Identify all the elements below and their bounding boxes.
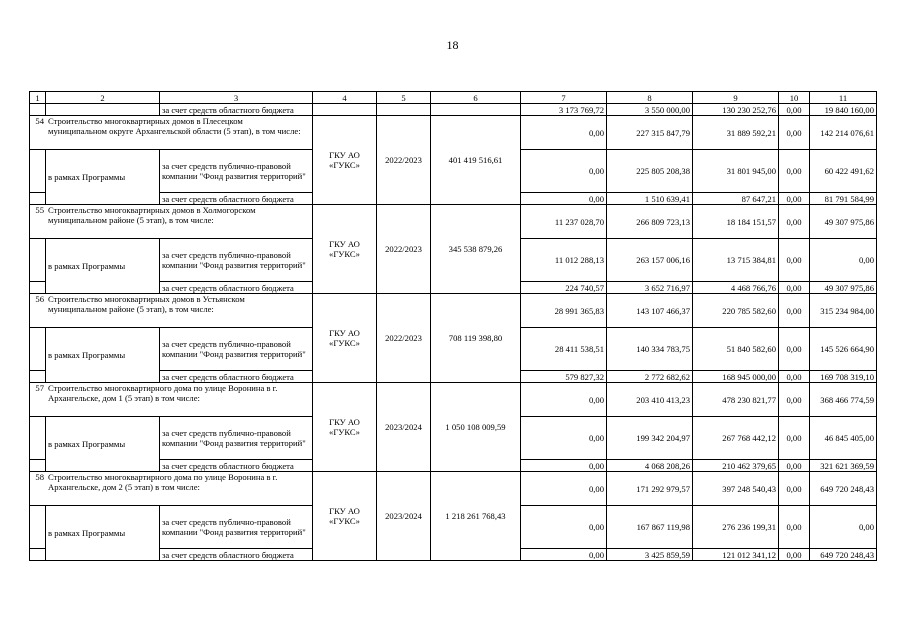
fund-value-cell: 0,00 [779,417,810,460]
total-value-cell: 0,00 [521,472,607,506]
header-cell: 9 [693,92,779,104]
total-value-cell: 0,00 [779,116,810,150]
total-value-cell: 0,00 [779,205,810,239]
budget-value-cell: 0,00 [521,460,607,472]
budget-value-cell: 579 827,32 [521,371,607,383]
fund-value-cell: 13 715 384,81 [693,239,779,282]
budget-value-cell: 169 708 319,10 [810,371,877,383]
budget-value-cell: 121 012 341,12 [693,549,779,561]
project-title-cell [30,383,313,417]
budget-source-label: за счет средств областного бюджета [160,549,313,561]
project-title: Строительство многоквартирных домов в Плесецком муниципальном округе Архангельской области (5 этап), в том числе: [48,116,301,136]
value-cell: 3 173 769,72 [521,104,607,116]
row-number: 54 [35,116,44,126]
empty-cell [30,328,46,371]
budget-value-cell: 0,00 [779,371,810,383]
fund-value-cell: 0,00 [779,328,810,371]
cost-cell: 1 218 261 768,43 [431,472,521,561]
table-row [30,205,877,239]
empty-cell [313,104,377,116]
header-cell: 2 [46,92,160,104]
period-cell: 2022/2023 [377,294,431,383]
total-value-cell: 18 184 151,57 [693,205,779,239]
budget-value-cell: 4 068 208,26 [607,460,693,472]
fund-source-label: за счет средств публично-правовой компании "Фонд развития территорий" [160,417,313,460]
budget-value-cell: 1 510 639,41 [607,193,693,205]
total-value-cell: 142 214 076,61 [810,116,877,150]
period-cell: 2022/2023 [377,116,431,205]
header-cell: 5 [377,92,431,104]
header-cell: 6 [431,92,521,104]
fund-source-label: за счет средств публично-правовой компании "Фонд развития территорий" [160,150,313,193]
cost-cell: 345 538 879,26 [431,205,521,294]
total-value-cell: 11 237 028,70 [521,205,607,239]
cost-cell: 401 419 516,61 [431,116,521,205]
customer-cell: ГКУ АО «ГУКС» [313,383,377,472]
total-value-cell: 203 410 413,23 [607,383,693,417]
budget-value-cell: 210 462 379,65 [693,460,779,472]
header-cell: 11 [810,92,877,104]
empty-cell [30,506,46,549]
customer-cell: ГКУ АО «ГУКС» [313,205,377,294]
budget-value-cell: 49 307 975,86 [810,282,877,294]
program-label: в рамках Программы [46,328,160,383]
customer-cell: ГКУ АО «ГУКС» [313,116,377,205]
fund-value-cell: 276 236 199,31 [693,506,779,549]
project-title: Строительство многоквартирного дома по улице Воронина в г. Архангельске, дом 2 (5 этап) в том числе: [48,472,278,492]
table-row [30,294,877,328]
fund-value-cell: 267 768 442,12 [693,417,779,460]
fund-source-label: за счет средств публично-правовой компании "Фонд развития территорий" [160,328,313,371]
period-cell: 2023/2024 [377,472,431,561]
total-value-cell: 171 292 979,57 [607,472,693,506]
total-value-cell: 227 315 847,79 [607,116,693,150]
row-number: 55 [35,205,44,215]
empty-cell [377,104,431,116]
fund-value-cell: 0,00 [810,506,877,549]
source-label: за счет средств областного бюджета [160,104,313,116]
empty-cell [30,193,46,205]
fund-value-cell: 140 334 783,75 [607,328,693,371]
fund-value-cell: 263 157 006,16 [607,239,693,282]
fund-value-cell: 167 867 119,98 [607,506,693,549]
budget-value-cell: 0,00 [779,193,810,205]
period-cell: 2022/2023 [377,205,431,294]
period-cell: 2023/2024 [377,383,431,472]
total-value-cell: 315 234 984,00 [810,294,877,328]
customer-cell: ГКУ АО «ГУКС» [313,294,377,383]
fund-value-cell: 31 801 945,00 [693,150,779,193]
program-label: в рамках Программы [46,239,160,294]
fund-value-cell: 0,00 [779,239,810,282]
budget-value-cell: 4 468 766,76 [693,282,779,294]
project-title: Строительство многоквартирных домов в Холмогорском муниципальном районе (5 этап), в том числе: [48,205,256,225]
table-row [30,116,877,150]
header-cell: 7 [521,92,607,104]
fund-value-cell: 199 342 204,97 [607,417,693,460]
value-cell: 19 840 160,00 [810,104,877,116]
header-cell: 1 [30,92,46,104]
row-number: 56 [35,294,44,304]
table-body [30,92,877,561]
fund-source-label: за счет средств публично-правовой компании "Фонд развития территорий" [160,239,313,282]
value-cell: 0,00 [779,104,810,116]
budget-value-cell: 0,00 [521,549,607,561]
budget-value-cell: 3 425 859,59 [607,549,693,561]
budget-value-cell: 81 791 584,99 [810,193,877,205]
project-title-cell [30,205,313,239]
program-label: в рамках Программы [46,417,160,472]
header-cell: 3 [160,92,313,104]
empty-cell [46,104,160,116]
total-value-cell: 0,00 [779,383,810,417]
value-cell: 3 550 000,00 [607,104,693,116]
total-value-cell: 31 889 592,21 [693,116,779,150]
total-value-cell: 220 785 582,60 [693,294,779,328]
budget-value-cell: 0,00 [779,549,810,561]
total-value-cell: 143 107 466,37 [607,294,693,328]
page-number: 18 [446,38,459,52]
project-title-cell [30,294,313,328]
empty-cell [30,549,46,561]
project-title-cell [30,472,313,506]
table-row [30,472,877,506]
total-value-cell: 649 720 248,43 [810,472,877,506]
budget-source-label: за счет средств областного бюджета [160,460,313,472]
empty-cell [30,150,46,193]
fund-value-cell: 0,00 [521,150,607,193]
header-cell: 8 [607,92,693,104]
project-title: Строительство многоквартирного дома по улице Воронина в г. Архангельске, дом 1 (5 этап) в том числе: [48,383,278,403]
total-value-cell: 478 230 821,77 [693,383,779,417]
total-value-cell: 28 991 365,83 [521,294,607,328]
empty-cell [30,417,46,460]
total-value-cell: 0,00 [779,294,810,328]
header-row [30,92,877,104]
project-title: Строительство многоквартирных домов в Устьянском муниципальном районе (5 этап), в том числе: [48,294,245,314]
value-cell: 130 230 252,76 [693,104,779,116]
empty-cell [431,104,521,116]
fund-source-label: за счет средств публично-правовой компании "Фонд развития территорий" [160,506,313,549]
fund-value-cell: 0,00 [779,506,810,549]
budget-value-cell: 0,00 [779,282,810,294]
budget-value-cell: 649 720 248,43 [810,549,877,561]
total-value-cell: 397 248 540,43 [693,472,779,506]
budget-value-cell: 87 647,21 [693,193,779,205]
table-row [30,104,877,116]
program-label: в рамках Программы [46,506,160,561]
total-value-cell: 0,00 [779,472,810,506]
budget-value-cell: 168 945 000,00 [693,371,779,383]
fund-value-cell: 0,00 [521,417,607,460]
row-number: 58 [35,472,44,482]
budget-value-cell: 3 652 716,97 [607,282,693,294]
header-cell: 4 [313,92,377,104]
header-cell: 10 [779,92,810,104]
empty-cell [30,460,46,472]
table-row [30,383,877,417]
customer-cell: ГКУ АО «ГУКС» [313,472,377,561]
budget-source-label: за счет средств областного бюджета [160,193,313,205]
fund-value-cell: 51 840 582,60 [693,328,779,371]
row-number: 57 [35,383,44,393]
fund-value-cell: 28 411 538,51 [521,328,607,371]
budget-value-cell: 0,00 [779,460,810,472]
cost-cell: 1 050 108 009,59 [431,383,521,472]
program-label: в рамках Программы [46,150,160,205]
budget-source-label: за счет средств областного бюджета [160,371,313,383]
fund-value-cell: 225 805 208,38 [607,150,693,193]
fund-value-cell: 0,00 [779,150,810,193]
budget-table [29,91,877,561]
fund-value-cell: 11 012 288,13 [521,239,607,282]
total-value-cell: 0,00 [521,116,607,150]
budget-value-cell: 321 621 369,59 [810,460,877,472]
total-value-cell: 368 466 774,59 [810,383,877,417]
empty-cell [30,104,46,116]
total-value-cell: 0,00 [521,383,607,417]
total-value-cell: 49 307 975,86 [810,205,877,239]
empty-cell [30,239,46,282]
total-value-cell: 266 809 723,13 [607,205,693,239]
fund-value-cell: 46 845 405,00 [810,417,877,460]
project-title-cell [30,116,313,150]
budget-value-cell: 0,00 [521,193,607,205]
cost-cell: 708 119 398,80 [431,294,521,383]
budget-value-cell: 224 740,57 [521,282,607,294]
fund-value-cell: 0,00 [810,239,877,282]
budget-value-cell: 2 772 682,62 [607,371,693,383]
budget-source-label: за счет средств областного бюджета [160,282,313,294]
fund-value-cell: 145 526 664,90 [810,328,877,371]
empty-cell [30,282,46,294]
fund-value-cell: 60 422 491,62 [810,150,877,193]
fund-value-cell: 0,00 [521,506,607,549]
empty-cell [30,371,46,383]
